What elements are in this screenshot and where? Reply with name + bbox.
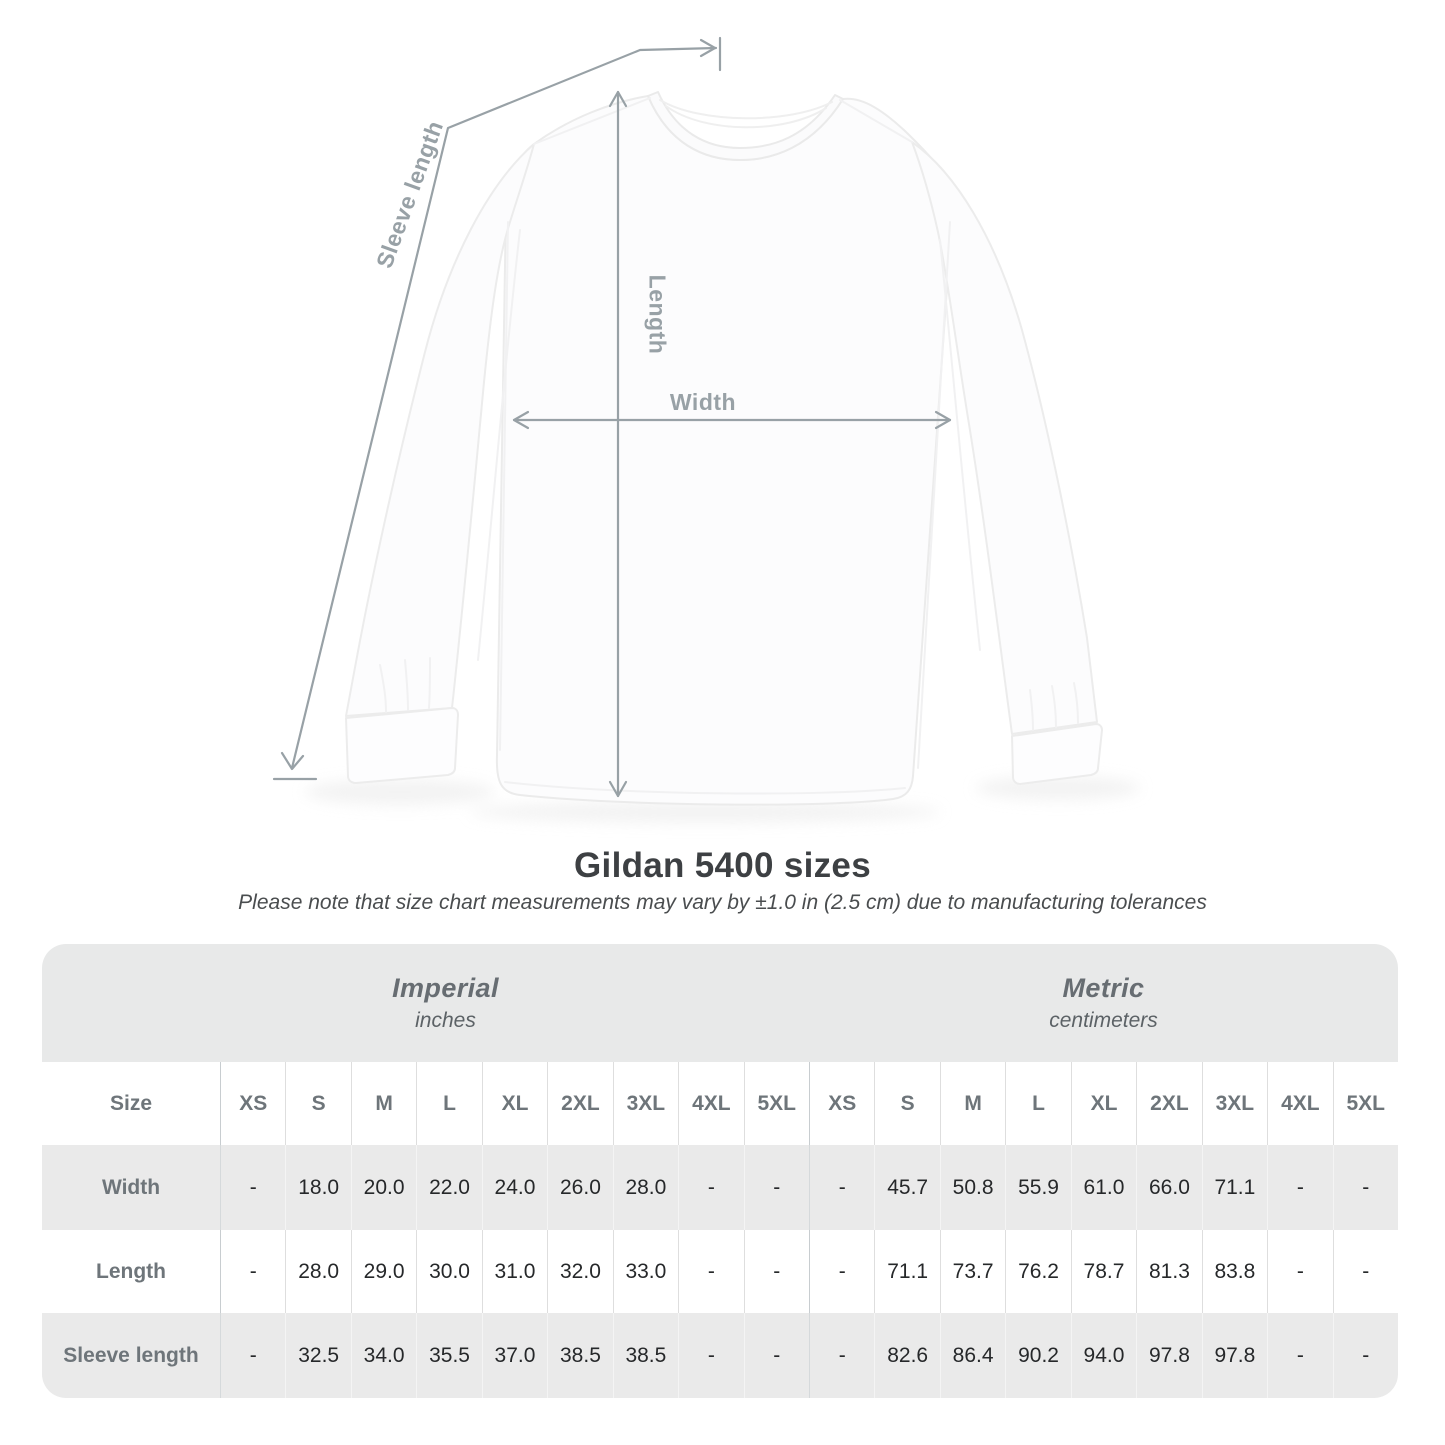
measurement-value-cell: - [220, 1230, 285, 1313]
size-column-header: S [874, 1062, 939, 1145]
measurement-value-cell: - [1333, 1313, 1398, 1398]
measurement-value-cell: 18.0 [285, 1145, 350, 1230]
measurement-value-cell: 66.0 [1136, 1145, 1201, 1230]
shirt-body [497, 96, 953, 805]
measurement-value-cell: - [744, 1145, 809, 1230]
size-column-header: 4XL [1267, 1062, 1332, 1145]
measurement-value-cell: 34.0 [351, 1313, 416, 1398]
units-band [42, 944, 1398, 1062]
measurement-value-cell: 31.0 [482, 1230, 547, 1313]
metric-group-label: Metric [1062, 973, 1145, 1003]
size-column-header: 5XL [744, 1062, 809, 1145]
measurement-value-cell: 38.5 [547, 1313, 612, 1398]
measurement-value-cell: - [1267, 1230, 1332, 1313]
measurement-value-cell: - [678, 1230, 743, 1313]
tolerance-note: Please note that size chart measurements may vary by ±1.0 in (2.5 cm) due to manufacturing tolerances [238, 891, 1207, 914]
size-column-header: S [285, 1062, 350, 1145]
measurement-row-label: Length [96, 1259, 166, 1283]
measurement-value-cell: 94.0 [1071, 1313, 1136, 1398]
collar-stitching [660, 100, 832, 127]
measurement-value-cell: 71.1 [1202, 1145, 1267, 1230]
page-title: Gildan 5400 sizes [574, 846, 871, 885]
sleeve-length-label: Sleeve length [370, 117, 449, 272]
measurement-row-label: Sleeve length [63, 1343, 199, 1367]
size-column-header: XS [220, 1062, 285, 1145]
measurement-value-cell: 82.6 [874, 1313, 939, 1398]
size-column-header: XL [1071, 1062, 1136, 1145]
measurement-value-cell: 33.0 [613, 1230, 678, 1313]
size-header-row [42, 1062, 1398, 1145]
measurement-value-cell: 97.8 [1202, 1313, 1267, 1398]
size-table [42, 944, 1398, 1398]
measurement-value-cell: 45.7 [874, 1145, 939, 1230]
size-column-header: 2XL [547, 1062, 612, 1145]
measurement-value-cell: 38.5 [613, 1313, 678, 1398]
size-column-header: L [416, 1062, 481, 1145]
metric-unit-label: centimeters [1049, 1009, 1158, 1032]
measurement-value-cell: - [1333, 1145, 1398, 1230]
size-column-header: 5XL [1333, 1062, 1398, 1145]
size-grid [42, 1062, 1398, 1398]
measurement-value-cell: 73.7 [940, 1230, 1005, 1313]
measurement-value-cell: - [220, 1313, 285, 1398]
imperial-unit-label: inches [415, 1009, 476, 1032]
size-column-header: 3XL [613, 1062, 678, 1145]
measurement-value-cell: 28.0 [613, 1145, 678, 1230]
table-row [42, 1313, 1398, 1398]
measurement-value-cell: 81.3 [1136, 1230, 1201, 1313]
measurement-value-cell: - [809, 1313, 874, 1398]
measurement-value-cell: 78.7 [1071, 1230, 1136, 1313]
width-label: Width [669, 389, 737, 415]
measurement-value-cell: 97.8 [1136, 1313, 1201, 1398]
length-label: Length [644, 274, 671, 355]
table-row [42, 1145, 1398, 1230]
left-cuff [346, 708, 458, 783]
size-column-header: M [351, 1062, 416, 1145]
measurement-value-cell: 22.0 [416, 1145, 481, 1230]
size-column-header: M [940, 1062, 1005, 1145]
size-column-header: XS [809, 1062, 874, 1145]
measurement-value-cell: 26.0 [547, 1145, 612, 1230]
size-column-header: L [1005, 1062, 1070, 1145]
measurement-row-label: Width [101, 1175, 161, 1199]
size-column-header: 3XL [1202, 1062, 1267, 1145]
size-column-header: 4XL [678, 1062, 743, 1145]
shirt-illustration [346, 92, 1102, 805]
measurement-value-cell: - [809, 1145, 874, 1230]
size-column-header: XL [482, 1062, 547, 1145]
metric-group [809, 944, 1398, 1062]
measurement-value-cell: 71.1 [874, 1230, 939, 1313]
measurement-value-cell: 24.0 [482, 1145, 547, 1230]
measurement-value-cell: - [1333, 1230, 1398, 1313]
size-column-header: 2XL [1136, 1062, 1201, 1145]
measurement-value-cell: 20.0 [351, 1145, 416, 1230]
measurement-value-cell: 55.9 [1005, 1145, 1070, 1230]
measurement-value-cell: 35.5 [416, 1313, 481, 1398]
size-column-title: Size [109, 1091, 153, 1115]
measurement-value-cell: 29.0 [351, 1230, 416, 1313]
measurement-value-cell: - [1267, 1313, 1332, 1398]
measurement-value-cell: - [678, 1145, 743, 1230]
measurement-value-cell: 83.8 [1202, 1230, 1267, 1313]
measurement-value-cell: 61.0 [1071, 1145, 1136, 1230]
measurement-value-cell: - [744, 1313, 809, 1398]
measurement-value-cell: 28.0 [285, 1230, 350, 1313]
imperial-group [62, 944, 829, 1062]
right-sleeve [912, 142, 1097, 734]
measurement-value-cell: - [809, 1230, 874, 1313]
measurement-value-cell: 37.0 [482, 1313, 547, 1398]
imperial-group-label: Imperial [392, 973, 499, 1003]
measurement-value-cell: 86.4 [940, 1313, 1005, 1398]
measurement-value-cell: 90.2 [1005, 1313, 1070, 1398]
measurement-value-cell: 76.2 [1005, 1230, 1070, 1313]
measurement-value-cell: - [744, 1230, 809, 1313]
measurement-value-cell: 30.0 [416, 1230, 481, 1313]
measurement-value-cell: - [220, 1145, 285, 1230]
measurement-value-cell: 50.8 [940, 1145, 1005, 1230]
measurement-value-cell: - [1267, 1145, 1332, 1230]
measurement-value-cell: - [678, 1313, 743, 1398]
measurement-value-cell: 32.0 [547, 1230, 612, 1313]
measurement-value-cell: 32.5 [285, 1313, 350, 1398]
table-row [42, 1230, 1398, 1313]
